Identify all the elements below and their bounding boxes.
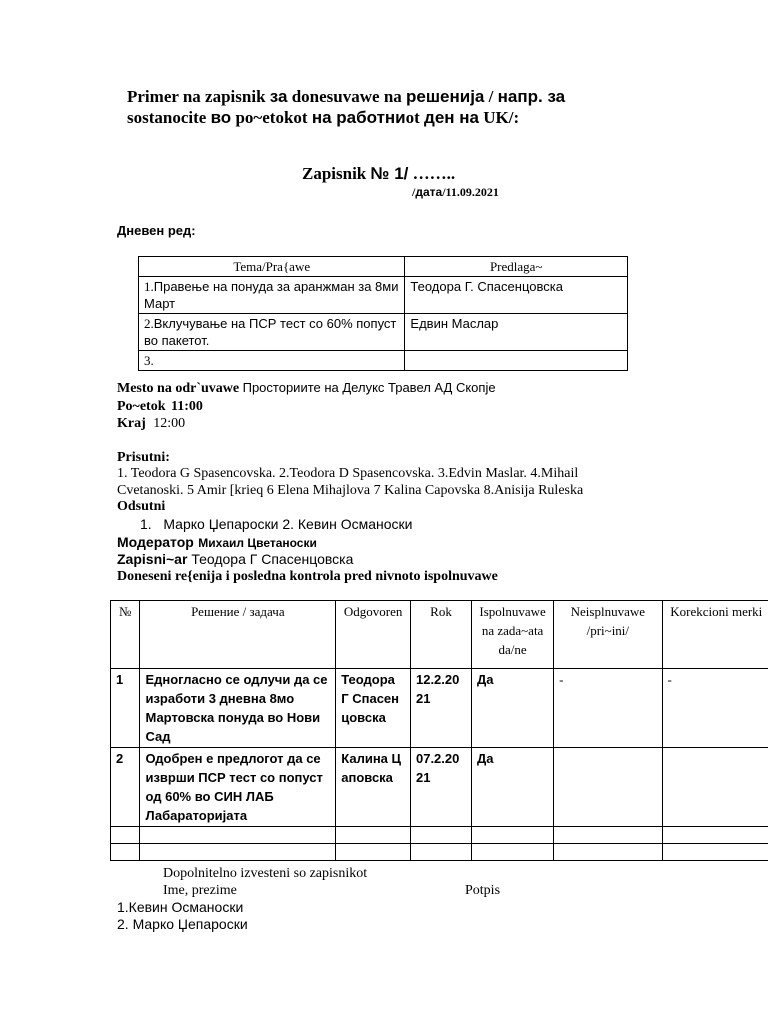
decision-num [111, 827, 140, 844]
agenda-topic-cell [139, 351, 405, 371]
decision-corrective: - [662, 669, 768, 748]
meeting-place [117, 380, 496, 397]
decisions-header-responsible: Odgovoren [336, 601, 411, 669]
heading-text: ден на [424, 108, 480, 127]
agenda-proposer-cell [405, 351, 628, 371]
document-heading-line2 [127, 107, 519, 129]
recorder [117, 551, 353, 567]
meeting-end-label: Kraj [117, 416, 146, 431]
decision-num: 1 [111, 669, 140, 748]
table-row [111, 748, 768, 827]
signature-label: Potpis [465, 883, 501, 898]
decision-text [140, 827, 336, 844]
agenda-topic: Вклучување на ПСР тест со 60% попуст во пакетот. [144, 316, 397, 348]
heading-text: напр. за [497, 87, 566, 106]
decision-done [472, 827, 554, 844]
heading-text: sostanocite [127, 108, 211, 127]
agenda-header-row [139, 257, 628, 277]
decision-responsible: Калина Цаповска [336, 748, 411, 827]
decision-not-done [554, 748, 662, 827]
moderator-value: Михаил Цветаноски [198, 536, 317, 550]
decision-text: Едногласно се одлучи да се изработи 3 дневна 8мо Мартовска понуда во Нови Сад [140, 669, 336, 748]
decisions-header-done: Ispolnuvawe na zada~ata da/ne [472, 601, 554, 669]
record-date-text: /11.09.2021 [442, 185, 499, 199]
decision-corrective [662, 844, 768, 861]
decision-deadline [410, 827, 471, 844]
informed-person: 2. Марко Џепароски [117, 916, 248, 932]
decision-deadline: 07.2.2021 [410, 748, 471, 827]
heading-text: donesuvawe na [287, 87, 407, 106]
decision-deadline [410, 844, 471, 861]
decisions-header-corrective: Korekcioni merki [662, 601, 768, 669]
table-row [111, 669, 768, 748]
decision-done: Да [472, 748, 554, 827]
name-label: Ime, prezime [163, 883, 237, 898]
record-date-text: / [412, 185, 416, 199]
heading-text: во [210, 108, 232, 127]
decision-corrective [662, 827, 768, 844]
decision-num: 2 [111, 748, 140, 827]
table-row [139, 314, 628, 351]
agenda-header-proposer: Predlaga~ [405, 257, 628, 277]
meeting-start-value: 11:00 [171, 399, 203, 414]
heading-text: ot [405, 108, 425, 127]
heading-text: на работни [311, 108, 406, 127]
decision-num [111, 844, 140, 861]
agenda-topic-cell [139, 314, 405, 351]
decision-not-done [554, 827, 662, 844]
meeting-end [117, 416, 185, 432]
informed-label: Dopolnitelno izvesteni so zapisnikot [163, 866, 368, 881]
absent-label: Odsutni [117, 499, 166, 514]
heading-text: po~etokot [231, 108, 312, 127]
meeting-place-value: Просториите на Делукс Травел АД Скопје [242, 380, 496, 395]
decision-text [140, 844, 336, 861]
decisions-table [110, 600, 768, 861]
meeting-place-label: Mesto na odr`uvawe [117, 381, 240, 396]
decisions-header-not-done: Neisplnuvawe /pri~ini/ [554, 601, 662, 669]
agenda-table [138, 256, 628, 371]
table-row [111, 827, 768, 844]
agenda-proposer-cell: Едвин Маслар [405, 314, 628, 351]
decision-done: Да [472, 669, 554, 748]
decisions-header-deadline: Rok [410, 601, 471, 669]
decision-responsible: Теодора Г Спасенцовска [336, 669, 411, 748]
document-heading-line1 [127, 86, 565, 108]
record-title-text: Zapisnik [302, 164, 371, 183]
decisions-header-decision: Решение / задача [140, 601, 336, 669]
informed-person: 1.Кевин Османоски [117, 899, 244, 915]
present-list-line2: Cvetanoski. 5 Amir [krieq 6 Elena Mihajlova 7 Kalina Capovska 8.Anisija Ruleska [117, 483, 584, 498]
record-title [302, 163, 455, 185]
agenda-header-topic: Tema/Pra{awe [139, 257, 405, 277]
moderator [117, 534, 317, 552]
absent-list: 1. Марко Џепароски 2. Кевин Османоски [140, 516, 413, 532]
agenda-proposer-cell: Теодора Г. Спасенцовска [405, 277, 628, 314]
agenda-label: Дневен ред: [117, 223, 196, 238]
decision-text: Одобрен е предлогот да се изврши ПСР тест со попуст од 60% во СИН ЛАБ Лабараторијата [140, 748, 336, 827]
decisions-heading: Doneseni re{enija i posledna kontrola pred nivnoto ispolnuvawe [117, 569, 498, 584]
recorder-value: Теодора Г Спасенцовска [191, 551, 354, 567]
table-row [139, 277, 628, 314]
agenda-topic-cell [139, 277, 405, 314]
moderator-label: Модератор [117, 534, 194, 550]
agenda-num: 3. [144, 353, 154, 368]
decision-not-done [554, 844, 662, 861]
decision-corrective [662, 748, 768, 827]
table-row [139, 351, 628, 371]
heading-text: / [484, 87, 498, 106]
present-list-line1: 1. Teodora G Spasencovska. 2.Teodora D Spasencovska. 3.Edvin Maslar. 4.Mihail [117, 466, 579, 481]
agenda-num: 1. [144, 279, 154, 294]
table-row [111, 844, 768, 861]
decisions-header-num: № [111, 601, 140, 669]
record-date-text: дата [415, 185, 443, 199]
meeting-start-label: Po~etok [117, 399, 166, 414]
meeting-start [117, 399, 203, 415]
heading-text: решенија [406, 87, 485, 106]
agenda-topic: Правење на понуда за аранжман за 8ми Март [144, 279, 399, 311]
meeting-end-value: 12:00 [153, 416, 186, 431]
record-title-text: № 1/ [370, 164, 409, 183]
decision-deadline: 12.2.2021 [410, 669, 471, 748]
decisions-header-row [111, 601, 768, 669]
heading-text: Primer na zapisnik [127, 87, 270, 106]
decision-responsible [336, 844, 411, 861]
record-title-text: …….. [408, 164, 456, 183]
agenda-num: 2. [144, 316, 154, 331]
decision-done [472, 844, 554, 861]
record-date [412, 185, 499, 200]
recorder-label: Zapisni~ar [117, 551, 188, 567]
heading-text: за [269, 87, 288, 106]
decision-responsible [336, 827, 411, 844]
decision-not-done: - [554, 669, 662, 748]
present-label: Prisutni: [117, 450, 170, 465]
heading-text: UK/: [479, 108, 520, 127]
